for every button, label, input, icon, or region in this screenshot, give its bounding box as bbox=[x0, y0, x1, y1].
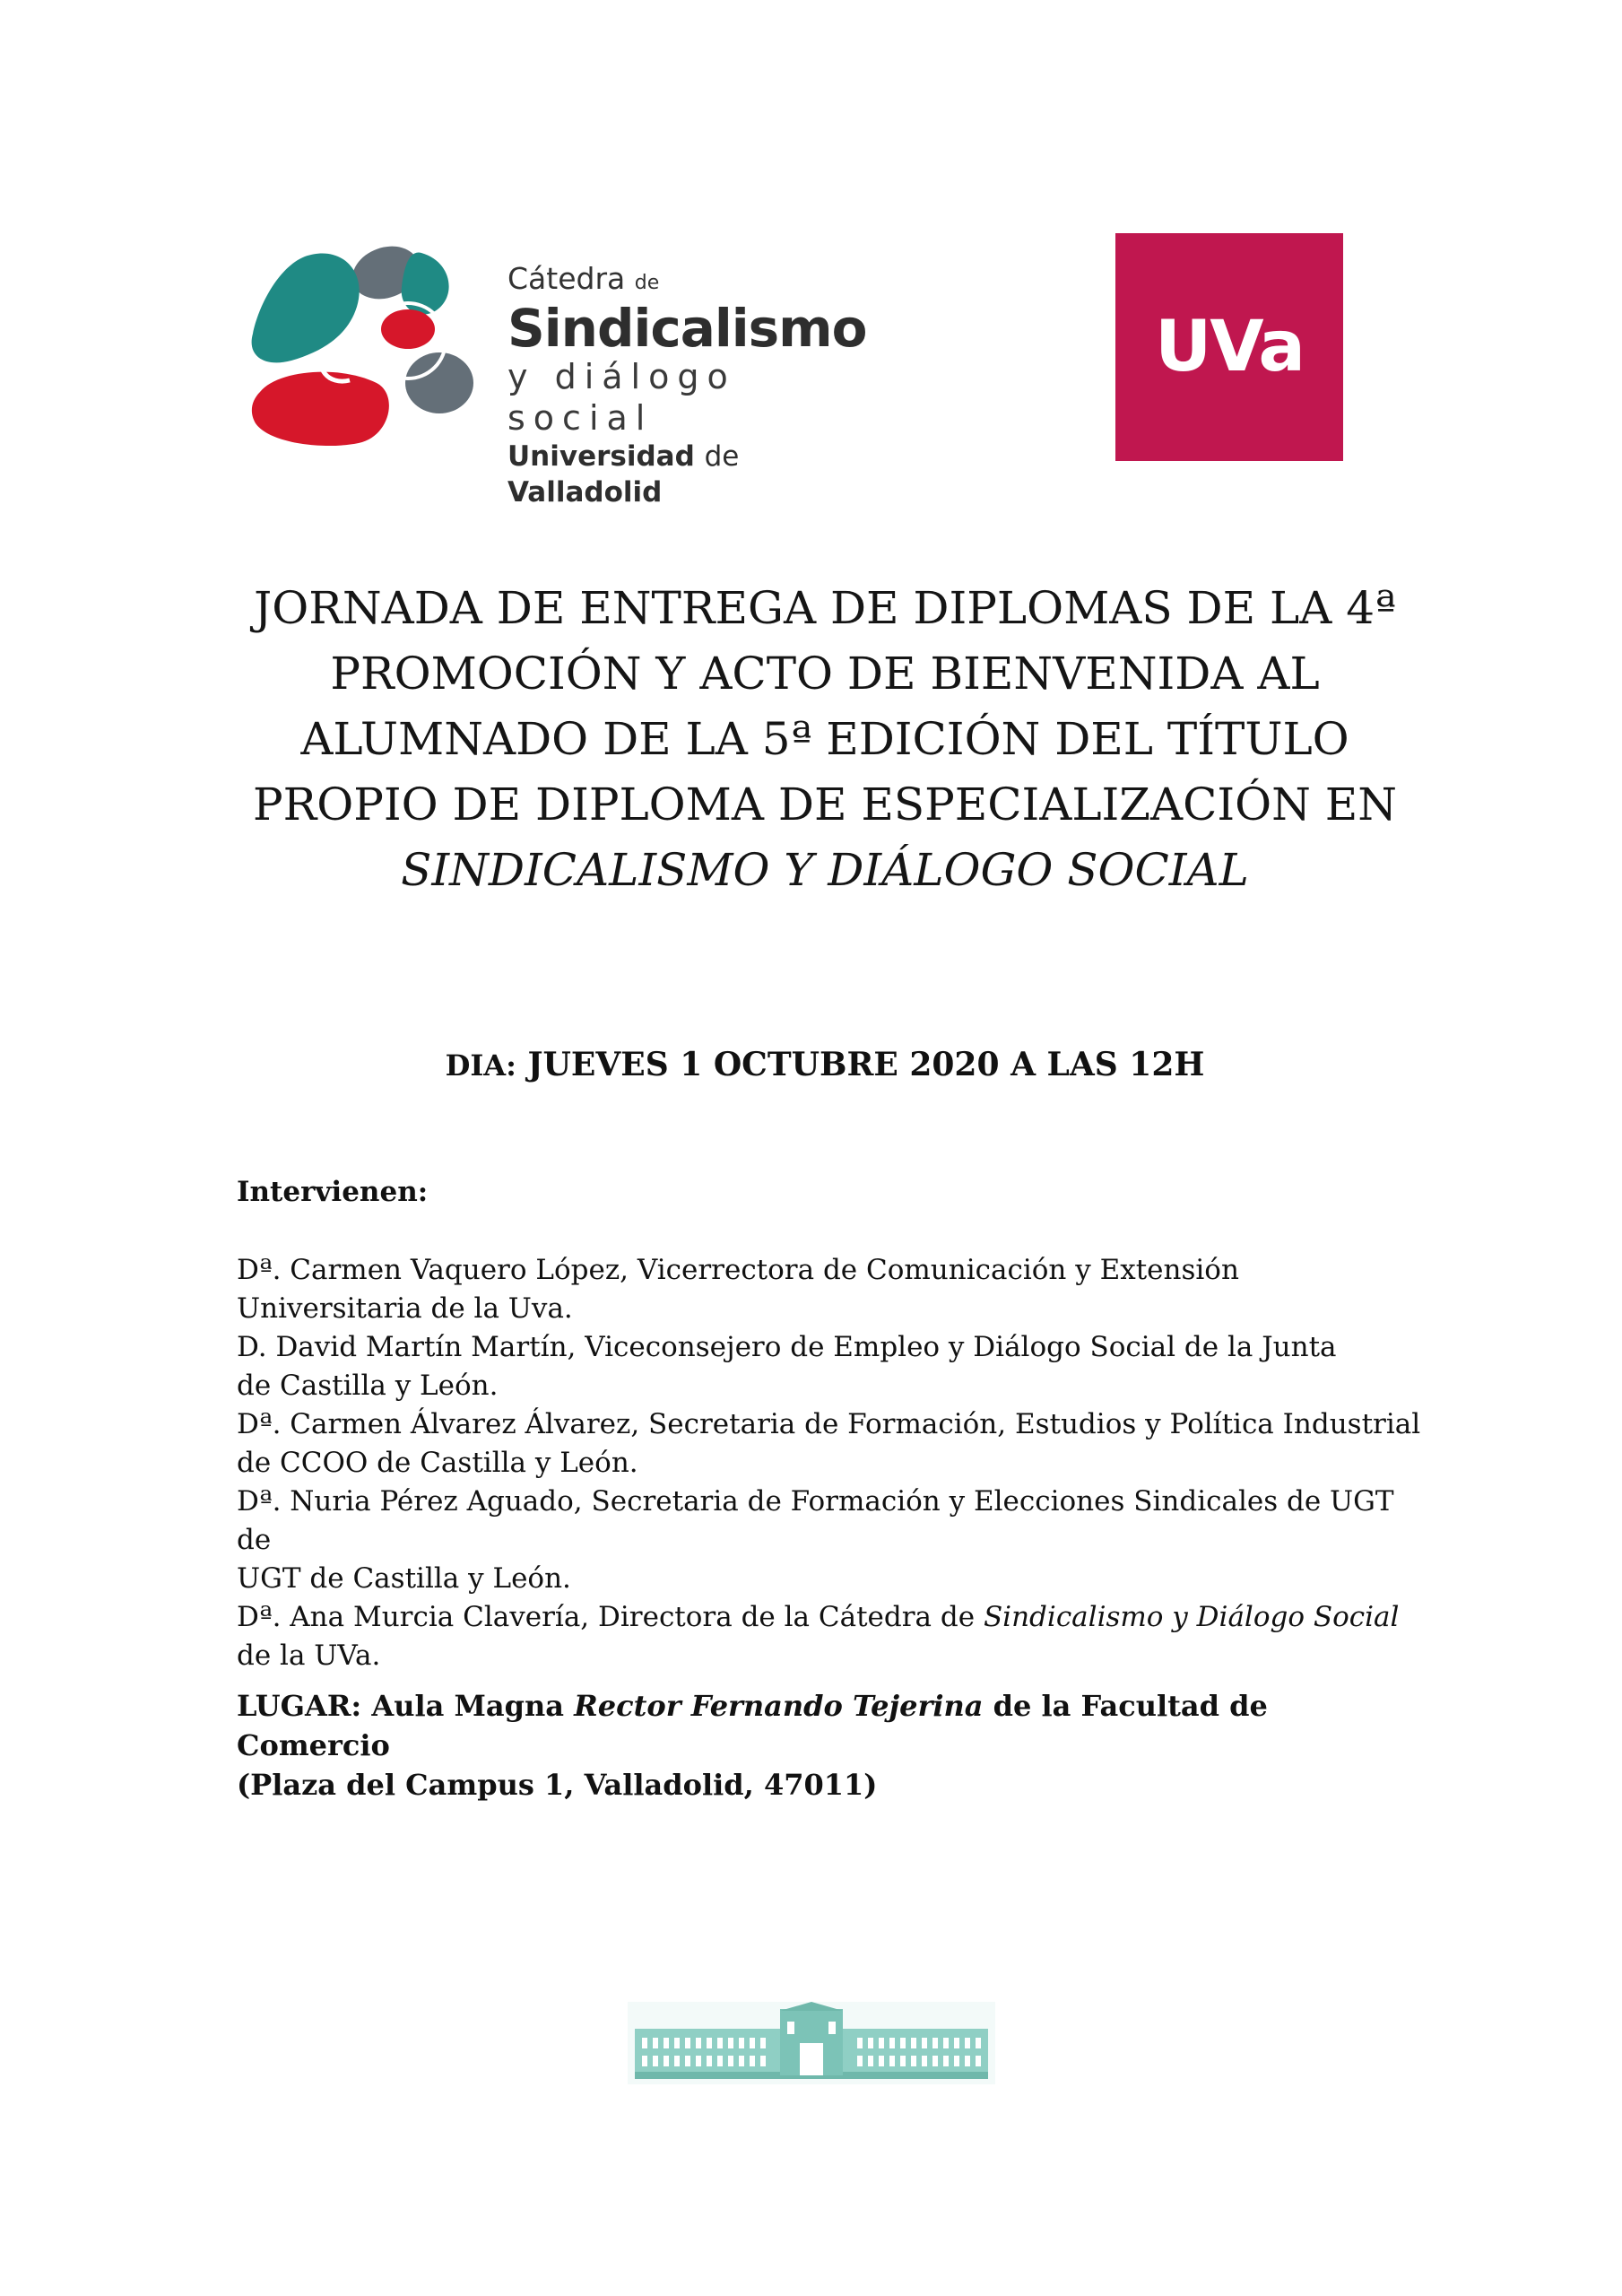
title-line-3: ALUMNADO DE LA 5ª EDICIÓN DEL TÍTULO bbox=[300, 713, 1349, 765]
catedra-logo-text bbox=[507, 262, 888, 510]
speaker-line: Dª. Carmen Vaquero López, Vicerrectora de Comunicación y Extensión bbox=[237, 1254, 1239, 1286]
date-value: JUEVES 1 OCTUBRE 2020 A LAS 12H bbox=[527, 1046, 1205, 1083]
catedra-logo bbox=[242, 235, 888, 509]
uva-logo-text: UVa bbox=[1154, 307, 1305, 387]
catedra-word bbox=[507, 262, 888, 300]
speaker-line: de Castilla y León. bbox=[237, 1370, 499, 1402]
speaker-item bbox=[237, 1405, 1429, 1483]
catedra-de-label: de bbox=[634, 272, 660, 294]
title-line-2: PROMOCIÓN Y ACTO DE BIENVENIDA AL bbox=[330, 648, 1320, 700]
dialogo-social-word: y diálogo social bbox=[507, 357, 736, 438]
universidad-word bbox=[507, 439, 888, 510]
speaker-item bbox=[237, 1328, 1429, 1405]
title-line-1: JORNADA DE ENTREGA DE DIPLOMAS DE LA 4ª bbox=[254, 582, 1396, 634]
event-title bbox=[179, 576, 1470, 903]
speaker-italic: Sindicalismo y Diálogo Social bbox=[983, 1601, 1400, 1633]
speaker-line: Universitaria de la Uva. bbox=[237, 1292, 573, 1325]
catedra-emblem-icon bbox=[242, 235, 475, 459]
venue-address: (Plaza del Campus 1, Valladolid, 47011) bbox=[237, 1768, 878, 1802]
speakers-heading: Intervienen: bbox=[237, 1176, 429, 1208]
title-line-5: SINDICALISMO Y DIÁLOGO SOCIAL bbox=[401, 844, 1249, 896]
de-label: de bbox=[704, 440, 740, 473]
speaker-line: Dª. Nuria Pérez Aguado, Secretaria de Formación y Elecciones Sindicales de UGT de bbox=[237, 1485, 1394, 1556]
uva-logo bbox=[1115, 233, 1343, 461]
speaker-line: Dª. Carmen Álvarez Álvarez, Secretaria de Formación, Estudios y Política Industrial bbox=[237, 1408, 1421, 1440]
valladolid-label: Valladolid bbox=[507, 476, 663, 509]
speaker-item bbox=[237, 1483, 1429, 1598]
speaker-item bbox=[237, 1251, 1429, 1328]
speaker-line: de la UVa. bbox=[237, 1639, 381, 1672]
title-line-4: PROPIO DE DIPLOMA DE ESPECIALIZACIÓN EN bbox=[252, 778, 1398, 831]
speaker-line: Dª. Ana Murcia Clavería, Directora de la Cátedra de bbox=[237, 1601, 984, 1633]
venue-label: LUGAR: Aula Magna bbox=[237, 1689, 575, 1723]
venue-italic: Rector Fernando Tejerina bbox=[574, 1689, 984, 1723]
speakers-list bbox=[237, 1251, 1429, 1675]
date-label: DIA: bbox=[445, 1048, 516, 1083]
event-venue bbox=[237, 1686, 1429, 1805]
speaker-line: UGT de Castilla y León. bbox=[237, 1562, 571, 1595]
catedra-label: Cátedra bbox=[507, 261, 626, 296]
sindicalismo-word: Sindicalismo bbox=[507, 298, 867, 359]
speaker-item bbox=[237, 1598, 1429, 1675]
building-icon bbox=[628, 2002, 995, 2084]
universidad-label: Universidad bbox=[507, 440, 695, 473]
speaker-line: de CCOO de Castilla y León. bbox=[237, 1447, 638, 1479]
venue-text: de la Facultad de Comercio bbox=[237, 1689, 1268, 1762]
event-date bbox=[179, 1042, 1470, 1088]
speaker-line: D. David Martín Martín, Viceconsejero de Empleo y Diálogo Social de la Junta bbox=[237, 1331, 1337, 1363]
